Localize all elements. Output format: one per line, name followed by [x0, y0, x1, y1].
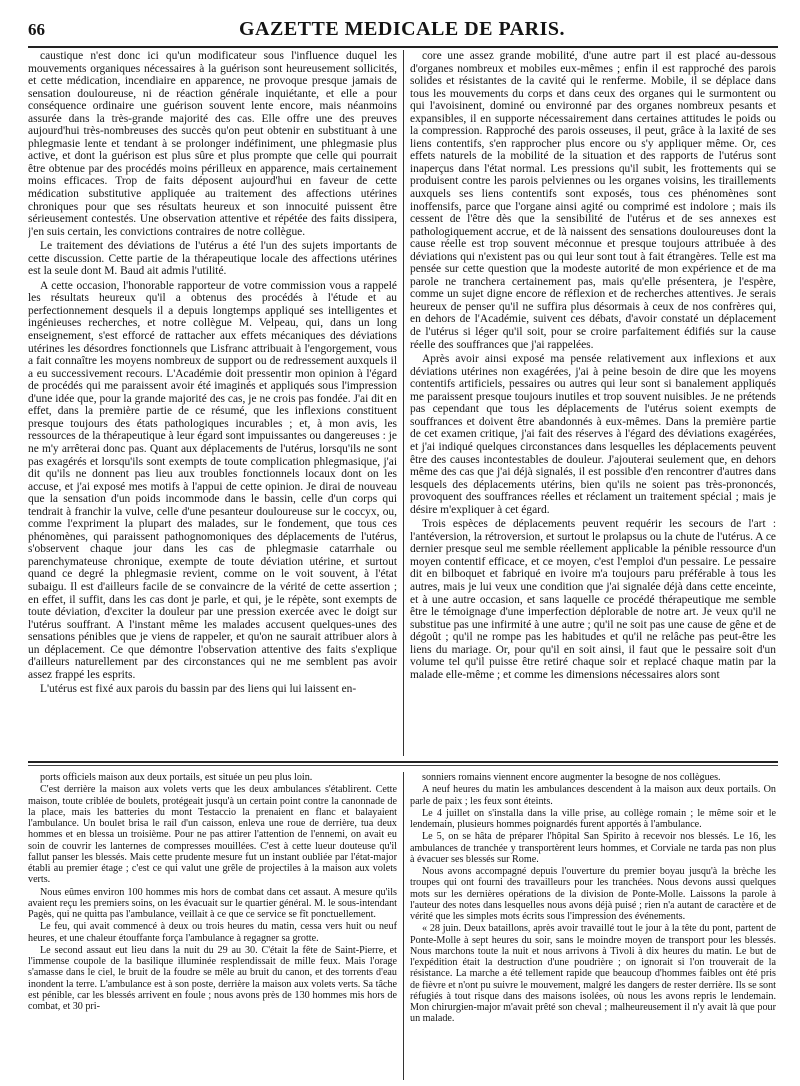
lower-right-column	[410, 772, 776, 1080]
paragraph: sonniers romains viennent encore augmenter la besogne de nos collègues.	[422, 772, 721, 783]
paragraph: Le traitement des déviations de l'utérus a été l'un des sujets importants de cette discussion. Cette partie de la thérapeutique locale des affections utérines est la seule dont M. Baud ait admis l'utilité.	[28, 240, 397, 278]
paragraph: Trois espèces de déplacements peuvent requérir les secours de l'art : l'antéversion, la rétroversion, et surtout le prolapsus ou la chute de l'utérus. A ce dernier presque seul me semble réellement applicable la pénible ressource d'un moyen contentif efficace, et ce moyen, c'est l'emploi d'un pessaire. Le pessaire dit en bilboquet et fabriqué en ivoire m'a toujours paru préférable à tous les autres, mais je lui veux une condition que j'ai signalée déjà dans cette enceinte, et à une autre occasion, et sans laquelle ce procédé thérapeutique me semble être le témoignage d'une imperfection déplorable de notre art. Je veux qu'il ne substitue pas une infirmité à une autre ; qu'il ne soit pas une cause de gêne et de dégoût ; qu'il ne rompe pas les habitudes et qu'il ne relâche pas peut-être les liens du mariage. Or, pour qu'il en soit ainsi, il faut que le pessaire soit d'un volume tel qu'il puisse être retiré chaque soir et replacé chaque matin par la malade elle-même ; et comme les dimensions nécessaires alors sont	[410, 518, 776, 681]
paragraph: ports officiels maison aux deux portails, est située un peu plus loin.	[40, 772, 313, 783]
paragraph: A neuf heures du matin les ambulances descendent à la maison aux deux portails. On parle de paix ; les feux sont éteints.	[410, 784, 776, 807]
upper-left-column	[28, 50, 397, 756]
column-divider	[403, 772, 404, 1080]
paragraph: core une assez grande mobilité, d'une autre part il est placé au-dessous d'organes nombreux et mobiles eux-mêmes ; enfin il est rapproché des parois solides et résistantes de la cavité qui le renferme. Mobile, il se déplace dans tous les mouvements du corps et dans ceux des organes qui le surmontent ou qui l'avoisinent, dominé ou environné par des organes nombreux pesants et expansibles, il en supporte nécessairement dans certaines attitudes le poids ou la compression. Rapproché des parois osseuses, il peut, grâce à la laxité de ses liens contentifs, s'en rapprocher plus encore ou s'y appliquer même. Or, ces effets naturels de la mobilité de la situation et des rapports de l'utérus sont inaperçus dans l'état normal. Les pressions qu'il subit, les frottements qui se produisent contre les parois pelviennes ou les organes voisins, les tiraillements auxquels ses liens contentifs sont exposés, tous ces phénomènes sont inoffensifs, parce que l'organe ainsi agité ou comprimé est indolore ; mais ils cessent de l'être dès que la sensibilité de l'utérus et de ses annexes est pathologiquement accrue, et de là naissent des sensations douloureuses dont la cause réelle est trop souvent méconnue et presque toujours attribuée à des déviations qui n'existent pas ou qui leur sont tout à fait étrangères. Telle est ma pensée sur cette question que la modeste autorité de mon expérience et de ma parole ne tranchera certainement pas, mais qu'elle présentera, je l'espère, comme un sujet digne encore de réflexion et de recherches attentives. Je serais heureux de penser qu'il ne suffira plus désormais à ceux de nos confrères qui, en dehors de l'Académie, suivent ces débats, d'avoir constaté un déplacement de l'utérus si léger qu'il soit, pour se croire parfaitement édifiés sur la cause réelle des souffrances que j'ai rappelées.	[410, 50, 776, 351]
paragraph: Le feu, qui avait commencé à deux ou trois heures du matin, cessa vers huit ou neuf heures, et une chaleur étouffante força l'ambulance à regagner sa grotte.	[28, 921, 397, 944]
journal-title: GAZETTE MEDICALE DE PARIS.	[238, 18, 566, 40]
paragraph: Le 4 juillet on s'installa dans la ville prise, au collège romain ; le même soir et le lendemain, plusieurs hommes poignardés furent apportés à l'ambulance.	[410, 807, 776, 830]
column-divider	[403, 50, 404, 756]
paragraph: Le second assaut eut lieu dans la nuit du 29 au 30. C'était la fête de Saint-Pierre, et l'immense coupole de la basilique illuminée resplendissait de mille feux. Mais l'orage s'amasse dans le ciel, le bruit de la foudre se mêle au bruit du canon, et des torrents d'eau inondent la terre. L'ambulance est à son poste, derrière la maison aux volets verts. Sa tâche est pénible, car les blessés arrivent en foule ; nous avons près de 130 hommes mis hors de combat, et 30 pri-	[28, 944, 397, 1012]
paragraph: Nous avons accompagné depuis l'ouverture du premier boyau jusqu'à la brèche les troupes qui ont fourni des travailleurs pour les tranchées. Nous devons aussi quelques mots sur les dernières opérations de la division de Ponte-Molle. Laissons la parole à l'auteur des notes dans lesquelles nous avons déjà puisé ; rien n'a autant de caractère et de vérité que les simples mots écrits sous l'impression des événements.	[410, 866, 776, 922]
page-number: 66	[28, 20, 45, 39]
paragraph: Le 5, on se hâta de préparer l'hôpital San Spirito à recevoir nos blessés. Le 16, les ambulances de tranchée y transportèrent leurs hommes, et Corviale ne tarda pas non plus à évacuer ses blessés sur Rome.	[410, 831, 776, 865]
paragraph: Après avoir ainsi exposé ma pensée relativement aux inflexions et aux déviations utérines non exagérées, j'ai à peine besoin de dire que les moyens contentifs artificiels, pessaires ou autres qui leur sont si banalement appliqués me paraissent presque toujours inutiles et trop souvent nuisibles. Je ne prétends pas cependant que tous les déplacements de l'utérus soient exempts de souffrances et doivent être abandonnés à eux-mêmes. Dans la première partie de cet examen critique, j'ai fait des réserves à l'égard des déviations exagérées, et j'ai indiqué quelques circonstances dans lesquelles les déplacements peuvent être des causes incontestables de douleur. J'ajouterai seulement que, en dehors même des cas que j'ai déjà signalés, il est possible d'en rencontrer d'autres dans lesquels des déplacements utérins, bien qu'ils ne soient pas très-prononcés, provoquent des souffrances réelles et réclament un traitement spécial ; mais je désire m'expliquer à cet égard.	[410, 353, 776, 516]
section-rule	[28, 761, 778, 763]
page-header	[28, 16, 776, 42]
paragraph: Nous eûmes environ 100 hommes mis hors de combat dans cet assaut. A mesure qu'ils avaient reçu les premiers soins, on les évacuait sur le quartier général. M. le sous-intendant Pagès, qui ne quitta pas l'ambulance, veillait à ce que ce service se fît ponctuellement.	[28, 886, 397, 920]
section-rule-thin	[28, 765, 778, 766]
paragraph: caustique n'est donc ici qu'un modificateur sous l'influence duquel les mouvements organiques nécessaires à la guérison sont heureusement sollicités, et cette médication, incendiaire en apparence, ne provoque presque jamais de sensation douloureuse, ni de réaction générale inquiétante, et elle a pour conséquence ordinaire une guérison souvent lente encore, mais néanmoins assurée dans la très-grande majorité des cas. Elle offre une des preuves aujourd'hui très-nombreuses des succès qu'on peut obtenir en substituant à une phlegmasie lente et tendant à se prolonger indéfiniment, une phlegmasie plus active, et dont la guérison est plus sûre et plus prompte que celle qui pourrait être obtenue par des procédés moins périlleux en apparence, mais certainement moins efficaces. Trop de faits déposent aujourd'hui en faveur de cette médication substitutive appliquée au traitement des affections utérines chroniques pour que ses résultats heureux et son innocuité puissent être sérieusement contestés. Une observation attentive et répétée des faits dissipera, j'en suis certain, les convictions contraires de notre collègue.	[28, 50, 397, 238]
paragraph: « 28 juin. Deux bataillons, après avoir travaillé tout le jour à la tête du pont, partent de Ponte-Molle à sept heures du soir, sans le moindre moyen de transport pour les blessés. Nous marchons toute la nuit et nous arrivons à Tivoli à dix heures du matin. Le but de l'expédition était la destruction d'une poudrière ; on ignorait si l'on trouverait de la résistance. La marche a été tellement rapide que beaucoup d'hommes faibles ont été pris de fièvre et n'ont pu suivre le mouvement, malgré les dangers de rester derrière. Ils se sont réfugiés à tout risque dans des maisons isolées, où nous les avons repris le lendemain. Mon chirurgien-major m'avait prêté son cheval ; malheureusement il n'y avait là que pour un malade.	[410, 923, 776, 1025]
lower-left-column	[28, 772, 397, 1080]
paragraph: C'est derrière la maison aux volets verts que les deux ambulances s'établirent. Cette maison, toute criblée de boulets, protégeait jusqu'à un certain point contre la canonnade de la place, mais les batteries du mont Testaccio la prenaient en flanc et balayaient l'ambulance. Un boulet brisa le rail d'un caisson, enleva une roue de derrière, tua deux hommes et en blessa un troisième. Pour ne pas attirer l'attention de l'ennemi, on avait eu soin de couvrir les lanternes de compresses mouillées. C'est à cette lueur douteuse qu'il fallut panser les blessés. Mais cette prudente mesure fut un instant oubliée par l'état-major établi au premier étage ; c'est ce qui valut une grêle de projectiles à la maison aux volets verts.	[28, 784, 397, 886]
header-rule	[28, 46, 778, 48]
upper-right-column	[410, 50, 776, 756]
paragraph: L'utérus est fixé aux parois du bassin par des liens qui lui laissent en-	[40, 683, 357, 696]
paragraph: A cette occasion, l'honorable rapporteur de votre commission vous a rappelé les résultats heureux qu'il a obtenus des procédés à l'étude et au perfectionnement desquels il a depuis longtemps appliqué ses intelligentes et ingénieuses recherches, et notre collègue M. Velpeau, qui, dans un long enseignement, s'est efforcé de rattacher aux effets mécaniques des déviations utérines les désordres fonctionnels que Lisfranc attribuait à l'engorgement, vous a fait connaître les moyens nombreux de support ou de redressement auxquels il a eu successivement recours. L'Académie doit pressentir mon opinion à l'égard de procédés qui me paraissent avoir été imaginés et appliqués sous l'impression d'une idée que, pour la grande majorité des cas, je ne crois pas fondée. J'ai dit en effet, dans la première partie de ce résumé, que les inflexions constituent presque toujours des états pathologiques incurables ; et, à mon avis, les ressources de la thérapeutique à leur égard sont impuissantes ou dangereuses : je ne m'y arrêterai donc pas. Quant aux déplacements de l'utérus, lorsqu'ils ne sont pas exagérés et lorsqu'ils sont exempts de toute complication phlegmasique, j'ai dit qu'ils ne donnent pas lieu aux troubles fonctionnels locaux dont on les accuse, et j'ai exposé mes motifs à l'appui de cette opinion. Je dirai de nouveau que la sensation d'un poids incommode dans le bassin, celle d'un corps qui tendrait à franchir la vulve, celle d'une pesanteur douloureuse sur le coccyx, ou, comme l'expriment la plupart des malades, sur le fondement, que tous ces phénomènes, qui paraissent pathognomoniques des déplacements de l'utérus, s'observent chaque jour dans les cas de phlegmasie catarrhale ou parenchymateuse chronique, exempte de toute déviation utérine, et surtout quand ce degré la phlegmasie revient, comme on le voit souvent, à l'état subaigu. Il est d'ailleurs facile de se convaincre de la vérité de cette assertion ; en effet, il suffit, dans les cas dont je parle, et qui, je le répète, sont exempts de toute déviation, d'exciter la douleur par une pression exercée avec le doigt sur l'utérus souffrant. A l'instant même les malades accusent quelques-unes des sensations pénibles que je viens de rappeler, et qu'on ne saurait attribuer alors à un déplacement. Ce que démontre l'observation attentive des faits s'explique d'ailleurs naturellement par des circonstances qui ne me semblent pas avoir assez frappé les esprits.	[28, 279, 397, 681]
